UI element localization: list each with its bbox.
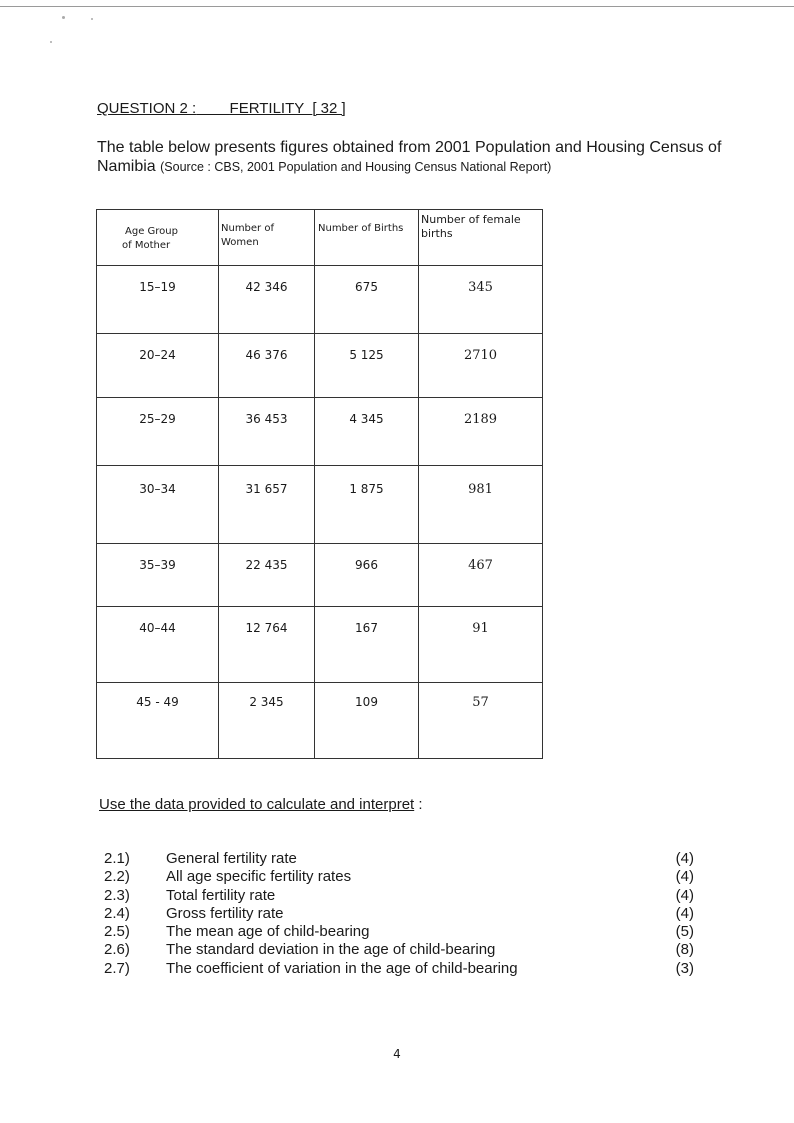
table-row [97,466,543,544]
header-number-of-births: Number of Births [315,210,419,266]
table-row [97,683,543,759]
cell-births: 1 875 [315,466,419,544]
list-item [104,868,694,886]
header-age-line2: of Mother [122,240,171,251]
scan-speck [91,18,93,20]
question-text: General fertility rate [166,850,297,867]
cell-births: 5 125 [315,334,419,398]
question-number: 2.4) [104,904,130,922]
question-marks: (4) [675,904,694,922]
cell-births: 675 [315,266,419,334]
header-number-of-women: Number of Women [219,210,315,266]
question-marks: (5) [675,923,694,941]
question-marks: (8) [675,941,694,959]
table-row [97,607,543,683]
question-number: 2.6) [104,941,130,959]
cell-female-births: 467 [419,544,543,607]
table-row [97,398,543,466]
question-topic: FERTILITY [229,100,304,117]
question-text: Total fertility rate [166,886,276,904]
question-label: QUESTION 2 : [97,100,197,117]
cell-births: 966 [315,544,419,607]
cell-women: 36 453 [219,398,315,466]
intro-paragraph [97,138,737,177]
scan-speck [62,16,65,19]
question-text: The mean age of child-bearing [166,923,370,941]
instruction-suffix: : [414,796,423,813]
question-number: 2.5) [104,923,130,941]
cell-female-births: 91 [419,607,543,683]
instruction-text: Use the data provided to calculate and interpret [99,796,415,813]
question-number: 2.7) [104,959,130,977]
intro-source: (Source : CBS, 2001 Population and Housing Census National Report) [160,160,552,174]
cell-female-births: 981 [419,466,543,544]
page-number: 4 [393,1047,401,1061]
question-marks: (4) [675,850,694,867]
cell-women: 22 435 [219,544,315,607]
cell-female-births: 2189 [419,398,543,466]
cell-women: 31 657 [219,466,315,544]
list-item [104,941,694,959]
cell-age: 15–19 [97,266,219,334]
question-text: Gross fertility rate [166,904,284,922]
cell-female-births: 2710 [419,334,543,398]
cell-female-births: 57 [419,683,543,759]
question-text: All age specific fertility rates [166,868,352,886]
table-header-row [97,210,543,266]
cell-births: 167 [315,607,419,683]
cell-age: 20–24 [97,334,219,398]
cell-women: 46 376 [219,334,315,398]
question-text: The coefficient of variation in the age of child-bearing [166,959,518,977]
cell-age: 35–39 [97,544,219,607]
question-list [104,850,694,978]
cell-age: 45 - 49 [97,683,219,759]
question-number: 2.3) [104,886,130,904]
cell-age: 25–29 [97,398,219,466]
question-marks: (3) [675,959,694,977]
list-item [104,905,694,923]
instruction [99,796,423,813]
scan-speck [50,41,52,43]
question-marks: (4) [675,868,694,886]
list-item [104,960,694,978]
header-number-of-female-births: Number of female births [419,210,543,266]
cell-births: 109 [315,683,419,759]
cell-births: 4 345 [315,398,419,466]
header-age-group [97,210,219,266]
cell-age: 30–34 [97,466,219,544]
list-item [104,887,694,905]
table-row [97,544,543,607]
cell-age: 40–44 [97,607,219,683]
cell-women: 2 345 [219,683,315,759]
question-marks: (4) [675,886,694,904]
cell-women: 12 764 [219,607,315,683]
question-number: 2.2) [104,868,130,886]
question-number: 2.1) [104,850,130,867]
header-age-line1: Age Group [125,226,178,237]
cell-women: 42 346 [219,266,315,334]
table-row [97,334,543,398]
cell-female-births: 345 [419,266,543,334]
table-row [97,266,543,334]
intro-text: The table below presents figures obtained from 2001 Population and Housing Census of Namibia [97,139,722,175]
scan-top-edge [0,6,794,7]
fertility-table [96,209,543,759]
question-marks: [ 32 ] [312,100,346,117]
list-item [104,923,694,941]
list-item [104,850,694,868]
question-heading [97,100,346,117]
question-text: The standard deviation in the age of child-bearing [166,941,496,959]
